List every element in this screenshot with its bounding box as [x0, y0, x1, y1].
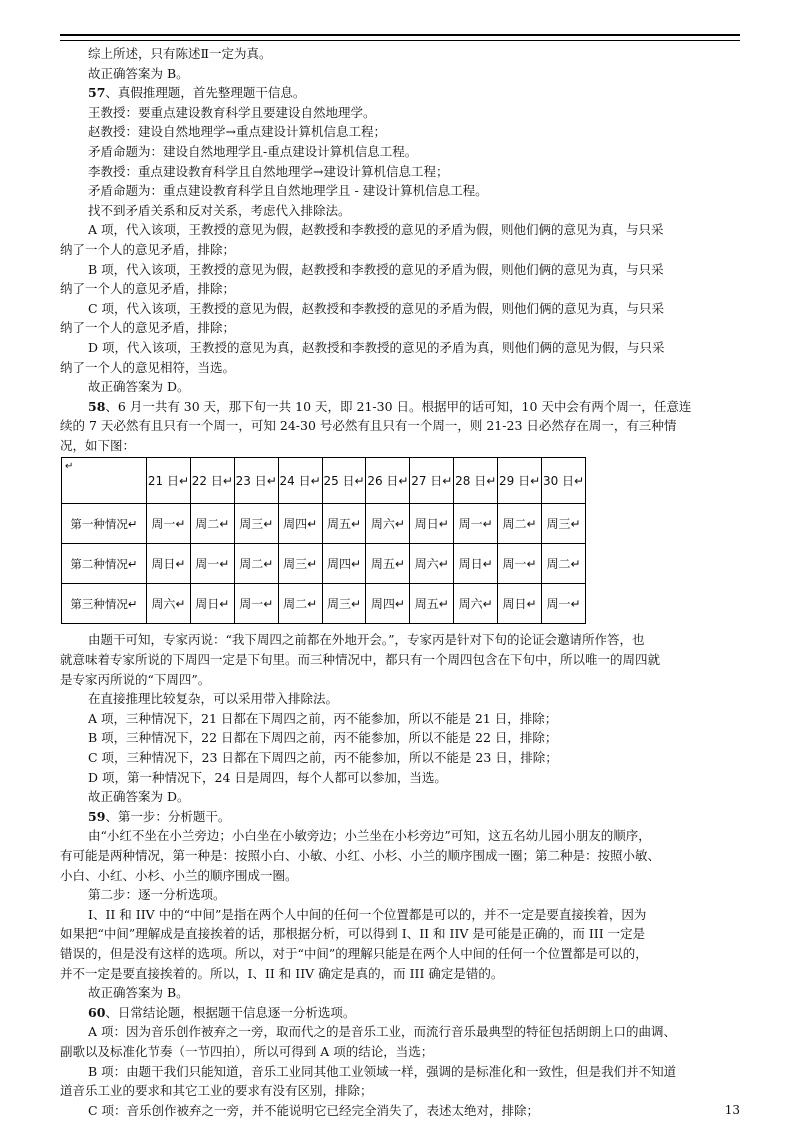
- text-line: [60, 358, 738, 378]
- text-line: [88, 142, 738, 162]
- text-line: [88, 103, 738, 123]
- text-block-2: [60, 630, 738, 1120]
- text-line-content: 由题干可知，专家丙说：“我下周四之前都在外地开会。”，专家丙是针对下旬的论证会邀请所作答，也: [88, 632, 645, 648]
- table-cell: 周一↵: [498, 544, 542, 584]
- table-cell: 周一↵: [542, 584, 586, 624]
- text-line: [88, 983, 738, 1003]
- text-line: [88, 787, 738, 807]
- text-line: [88, 826, 738, 846]
- text-line: [88, 201, 738, 221]
- table-header-cell: 23 日↵: [234, 458, 278, 504]
- text-line: [88, 748, 738, 768]
- text-line-content: 况，如下图：: [60, 437, 136, 453]
- table-row: [62, 504, 586, 544]
- text-line: [88, 64, 738, 84]
- text-line-content: 故正确答案为 D。: [88, 789, 190, 805]
- schedule-table: [61, 457, 586, 624]
- text-line: [60, 846, 738, 866]
- text-line-content: 综上所述，只有陈述Ⅱ一定为真。: [88, 46, 272, 61]
- table-header-cell: 29 日↵: [498, 458, 542, 504]
- text-line: [88, 83, 738, 103]
- table-row-label: 第三种情况↵: [62, 584, 147, 624]
- table-header-cell: 27 日↵: [410, 458, 454, 504]
- table-cell: 周三↵: [542, 504, 586, 544]
- table-cell: 周三↵: [278, 544, 322, 584]
- text-line: [88, 905, 738, 925]
- table-cell: 周六↵: [454, 584, 498, 624]
- table-cell: 周二↵: [234, 544, 278, 584]
- text-line: [60, 964, 738, 984]
- table-header-cell: 28 日↵: [454, 458, 498, 504]
- text-line-content: 、日常结论题，根据题干信息逐一分析选项。: [105, 1004, 356, 1020]
- text-line-content: 矛盾命题为：建设自然地理学且-重点建设计算机信息工程。: [88, 143, 418, 159]
- table-corner-cell: ↵: [62, 458, 147, 504]
- text-line: [88, 885, 738, 905]
- table-header-cell: 30 日↵: [542, 458, 586, 504]
- text-line: [88, 709, 738, 729]
- text-line-content: 错误的，但是没有这样的选项。所以，对于“中间”的理解只能是在两个人中间的任何一个位置都是可以的，: [60, 945, 648, 961]
- text-line-content: 故正确答案为 B。: [88, 65, 189, 81]
- text-block-1: [60, 44, 738, 455]
- table-cell: 周日↵: [498, 584, 542, 624]
- text-line: [60, 240, 738, 260]
- question-number: 58: [88, 398, 106, 414]
- table-row: [62, 584, 586, 624]
- text-line: [60, 1042, 738, 1062]
- text-line-content: 由“小红不坐在小兰旁边；小白坐在小敏旁边；小兰坐在小杉旁边”可知，这五名幼儿园小朋友的顺序，: [88, 828, 651, 844]
- text-line-content: 赵教授：建设自然地理学→重点建设计算机信息工程；: [88, 124, 386, 140]
- text-line: [60, 279, 738, 299]
- text-line: [60, 866, 738, 886]
- schedule-table-wrapper: [61, 457, 738, 624]
- table-header-cell: 26 日↵: [366, 458, 410, 504]
- question-number: 57: [88, 85, 106, 101]
- table-cell: 周一↵: [234, 584, 278, 624]
- header-rule-thick: [60, 34, 740, 36]
- table-cell: 周日↵: [190, 584, 234, 624]
- table-cell: 周日↵: [454, 544, 498, 584]
- text-line: [88, 728, 738, 748]
- text-line: [60, 944, 738, 964]
- text-line: [88, 122, 738, 142]
- table-cell: 周三↵: [322, 584, 366, 624]
- text-line-content: 副歌以及标准化节奏（一节四拍），所以可得到 A 项的结论，当选；: [60, 1043, 434, 1059]
- text-line: [60, 1081, 738, 1101]
- text-line-content: 故正确答案为 D。: [88, 379, 190, 395]
- text-line-content: 道音乐工业的要求和其它工业的要求有没有区别，排除；: [60, 1083, 373, 1099]
- text-line: [88, 181, 738, 201]
- table-cell: 周二↵: [190, 504, 234, 544]
- text-line-content: 是专家丙所说的“下周四”。: [60, 671, 211, 687]
- text-line-content: A 项，代入该项，王教授的意见为假，赵教授和李教授的意见的矛盾为假，则他们俩的意见为真，与只采: [88, 222, 664, 238]
- table-cell: 周二↵: [542, 544, 586, 584]
- text-line-content: 王教授：要重点建设教育科学且要建设自然地理学。: [88, 104, 376, 120]
- text-line: [88, 630, 738, 650]
- text-line: [88, 44, 738, 64]
- text-line: [88, 377, 738, 397]
- text-line-content: D 项，第一种情况下，24 日是周四，每个人都可以参加，当选。: [88, 769, 447, 785]
- text-line-content: 小白、小红、小杉、小兰的顺序围成一圈。: [60, 867, 298, 883]
- text-line: [88, 397, 738, 417]
- text-line-content: 纳了一个人的意见矛盾，排除；: [60, 281, 236, 297]
- table-header-cell: 24 日↵: [278, 458, 322, 504]
- page-number: 13: [724, 1103, 740, 1117]
- header-rule-thin: [60, 40, 740, 41]
- table-cell: 周四↵: [366, 584, 410, 624]
- table-cell: 周日↵: [147, 544, 191, 584]
- text-line-content: B 项，三种情况下，22 日都在下周四之前，丙不能参加，所以不能是 22 日，排除；: [88, 730, 558, 746]
- text-line-content: I、II 和 IIV 中的“中间”是指在两个人中间的任何一个位置都是可以的，并不一定是要直接挨着，因为: [88, 906, 647, 922]
- table-cell: 周六↵: [366, 504, 410, 544]
- text-line-content: C 项：音乐创作被弃之一旁，并不能说明它已经完全消失了，表述太绝对，排除；: [88, 1102, 540, 1118]
- text-line: [88, 1062, 738, 1082]
- text-line: [88, 299, 738, 319]
- text-line-content: 、真假推理题，首先整理题干信息。: [105, 85, 306, 101]
- table-cell: 周五↵: [366, 544, 410, 584]
- text-line: [88, 1003, 738, 1023]
- text-line: [88, 338, 738, 358]
- text-line-content: 在直接推理比较复杂，可以采用带入排除法。: [88, 691, 339, 707]
- text-line-content: C 项，三种情况下，23 日都在下周四之前，丙不能参加，所以不能是 23 日，排除；: [88, 750, 558, 766]
- text-line: [88, 689, 738, 709]
- table-cell: 周五↵: [322, 504, 366, 544]
- table-row: [62, 544, 586, 584]
- question-number: 60: [88, 1004, 106, 1020]
- text-line-content: C 项，代入该项，王教授的意见为假，赵教授和李教授的意见的矛盾为假，则他们俩的意见为真，与只采: [88, 300, 665, 316]
- text-line: [60, 416, 738, 436]
- text-line: [60, 436, 738, 456]
- text-line-content: 、第一步：分析题干。: [105, 808, 231, 824]
- text-line: [60, 650, 738, 670]
- table-cell: 周一↵: [454, 504, 498, 544]
- text-line-content: 李教授：重点建设教育科学且自然地理学→建设计算机信息工程；: [88, 163, 449, 179]
- text-line: [88, 1022, 738, 1042]
- text-line: [60, 318, 738, 338]
- table-header-cell: 21 日↵: [147, 458, 191, 504]
- text-line-content: 故正确答案为 B。: [88, 985, 189, 1001]
- table-cell: 周四↵: [322, 544, 366, 584]
- text-line-content: 矛盾命题为：重点建设教育科学且自然地理学且 - 建设计算机信息工程。: [88, 183, 488, 199]
- text-line: [60, 924, 738, 944]
- text-line: [88, 768, 738, 788]
- text-line-content: 第二步：逐一分析选项。: [88, 887, 226, 903]
- text-line-content: 、6 月一共有 30 天，那下旬一共 10 天，即 21-30 日。根据甲的话可知，10 天中会有两个周一，任意连: [105, 398, 692, 414]
- table-cell: 周一↵: [190, 544, 234, 584]
- text-line-content: 就意味着专家所说的下周四一定是下旬里。而三种情况中，都只有一个周四包含在下旬中，所以唯一的周四就: [60, 652, 661, 668]
- text-line-content: 有可能是两种情况，第一种是：按照小白、小敏、小红、小杉、小兰的顺序围成一圈；第二种是：按照小敏、: [60, 848, 661, 863]
- page-content: [60, 44, 738, 1120]
- text-line-content: B 项：由题干我们只能知道，音乐工业同其他工业领域一样，强调的是标准化和一致性，但是我们并不知道: [88, 1063, 677, 1079]
- table-cell: 周三↵: [234, 504, 278, 544]
- text-line-content: B 项，代入该项，王教授的意见为假，赵教授和李教授的意见的矛盾为假，则他们俩的意见为真，与只采: [88, 261, 664, 277]
- table-cell: 周六↵: [147, 584, 191, 624]
- table-header-cell: 25 日↵: [322, 458, 366, 504]
- text-line-content: 并不一定是要直接挨着的。所以，I、II 和 IIV 确定是真的，而 III 确定是错的。: [60, 965, 504, 981]
- table-header-row: [62, 458, 586, 504]
- table-row-label: 第二种情况↵: [62, 544, 147, 584]
- text-line-content: A 项，三种情况下，21 日都在下周四之前，丙不能参加，所以不能是 21 日，排除；: [88, 710, 558, 726]
- text-line: [88, 1101, 738, 1121]
- text-line: [88, 260, 738, 280]
- text-line: [88, 807, 738, 827]
- text-line: [88, 220, 738, 240]
- table-cell: 周二↵: [278, 584, 322, 624]
- text-line-content: 纳了一个人的意见矛盾，排除；: [60, 320, 236, 336]
- table-row-label: 第一种情况↵: [62, 504, 147, 544]
- text-line-content: A 项：因为音乐创作被弃之一旁，取而代之的是音乐工业，而流行音乐最典型的特征包括朗朗上口的曲调、: [88, 1024, 677, 1040]
- table-cell: 周四↵: [278, 504, 322, 544]
- text-line-content: 续的 7 天必然有且只有一个周一，可知 24-30 号必然有且只有一个周一，则 21-23 日必然存在周一，有三种情: [60, 418, 677, 434]
- table-cell: 周一↵: [147, 504, 191, 544]
- text-line-content: 纳了一个人的意见相符，当选。: [60, 359, 236, 375]
- table-cell: 周六↵: [410, 544, 454, 584]
- text-line-content: 如果把“中间”理解成是直接挨着的话，那根据分析，可以得到 I、II 和 IIV 是可能是正确的，而 III 一定是: [60, 926, 646, 942]
- table-cell: 周日↵: [410, 504, 454, 544]
- text-line-content: D 项，代入该项，王教授的意见为真，赵教授和李教授的意见的矛盾为真，则他们俩的意见为假，与只采: [88, 339, 665, 355]
- table-cell: 周二↵: [498, 504, 542, 544]
- question-number: 59: [88, 808, 106, 824]
- table-cell: 周五↵: [410, 584, 454, 624]
- text-line: [60, 670, 738, 690]
- table-header-cell: 22 日↵: [190, 458, 234, 504]
- text-line-content: 纳了一个人的意见矛盾，排除；: [60, 241, 236, 257]
- text-line: [88, 162, 738, 182]
- text-line-content: 找不到矛盾关系和反对关系，考虑代入排除法。: [88, 202, 351, 218]
